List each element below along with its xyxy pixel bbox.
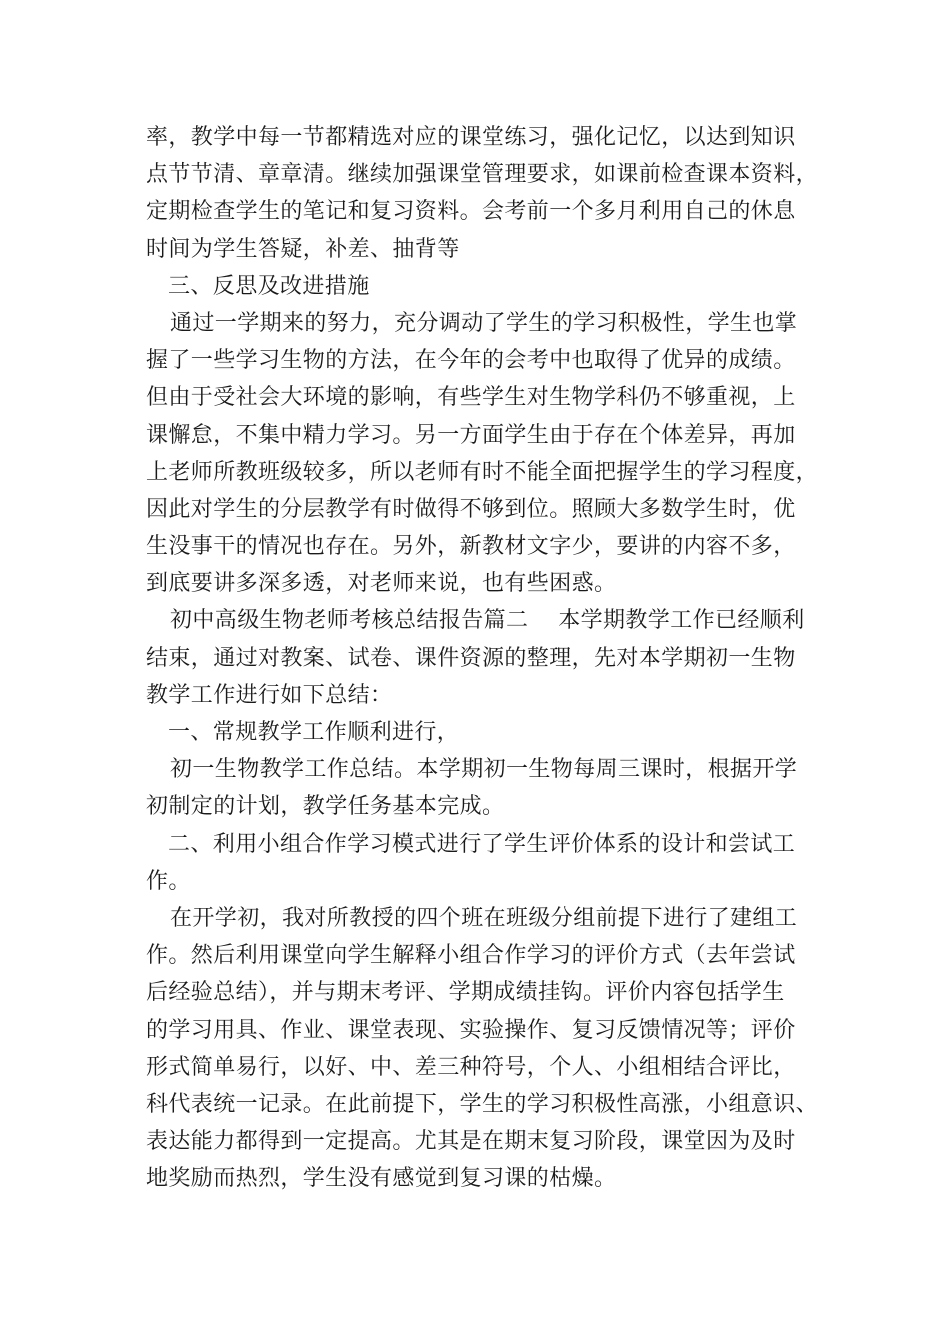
text-line: 结束，通过对教案、试卷、课件资源的整理，先对本学期初一生物 bbox=[146, 645, 796, 671]
text-line: 到底要讲多深多透，对老师来说，也有些困惑。 bbox=[146, 571, 617, 597]
text-line: 作。 bbox=[146, 868, 191, 894]
text-line: 作。然后利用课堂向学生解释小组合作学习的评价方式（去年尝试 bbox=[146, 943, 796, 969]
text-line: 握了一些学习生物的方法，在今年的会考中也取得了优异的成绩。 bbox=[146, 348, 796, 374]
text-line: 生没事干的情况也存在。另外，新教材文字少，要讲的内容不多， bbox=[146, 534, 796, 560]
text-line: 因此对学生的分层教学有时做得不够到位。照顾大多数学生时，优 bbox=[146, 496, 796, 522]
text-line: 初一生物教学工作总结。本学期初一生物每周三课时，根据开学 bbox=[170, 757, 798, 783]
section-heading-routine: 一、常规教学工作顺利进行， bbox=[168, 720, 460, 745]
text-line: 地奖励而热烈，学生没有感觉到复习课的枯燥。 bbox=[146, 1166, 617, 1192]
text-line: 在开学初，我对所教授的四个班在班级分组前提下进行了建组工 bbox=[170, 905, 798, 931]
section-heading-reflection: 三、反思及改进措施 bbox=[168, 273, 370, 299]
text-line: 点节节清、章章清。继续加强课堂管理要求，如课前检查课本资料， bbox=[146, 162, 819, 188]
text-line: 率，教学中每一节都精选对应的课堂练习，强化记忆，以达到知识 bbox=[146, 125, 796, 150]
report-title-line: 初中高级生物老师考核总结报告篇二 本学期教学工作已经顺利 bbox=[170, 608, 805, 634]
text-line: 课懈怠，不集中精力学习。另一方面学生由于存在个体差异，再加 bbox=[146, 422, 796, 448]
text-line: 上老师所教班级较多，所以老师有时不能全面把握学生的学习程度， bbox=[146, 459, 819, 485]
text-line: 定期检查学生的笔记和复习资料。会考前一个多月利用自己的休息 bbox=[146, 199, 796, 225]
section-heading-group-learning: 二、利用小组合作学习模式进行了学生评价体系的设计和尝试工 bbox=[168, 831, 796, 857]
text-line: 教学工作进行如下总结： bbox=[146, 682, 393, 708]
text-line: 初制定的计划，教学任务基本完成。 bbox=[146, 794, 505, 820]
text-line: 科代表统一记录。在此前提下，学生的学习积极性高涨，小组意识、 bbox=[146, 1091, 819, 1117]
text-line: 时间为学生答疑，补差、抽背等 bbox=[146, 236, 460, 262]
text-line: 但由于受社会大环境的影响，有些学生对生物学科仍不够重视，上 bbox=[146, 385, 796, 411]
text-line: 形式简单易行，以好、中、差三种符号，个人、小组相结合评比， bbox=[146, 1054, 796, 1080]
document-body bbox=[146, 119, 818, 1197]
text-line: 表达能力都得到一定提高。尤其是在期末复习阶段，课堂因为及时 bbox=[146, 1129, 796, 1155]
text-line: 的学习用具、作业、课堂表现、实验操作、复习反馈情况等；评价 bbox=[146, 1017, 796, 1043]
text-line: 通过一学期来的努力，充分调动了学生的学习积极性，学生也掌 bbox=[170, 310, 798, 336]
text-line: 后经验总结），并与期末考评、学期成绩挂钩。评价内容包括学生 bbox=[146, 980, 785, 1006]
